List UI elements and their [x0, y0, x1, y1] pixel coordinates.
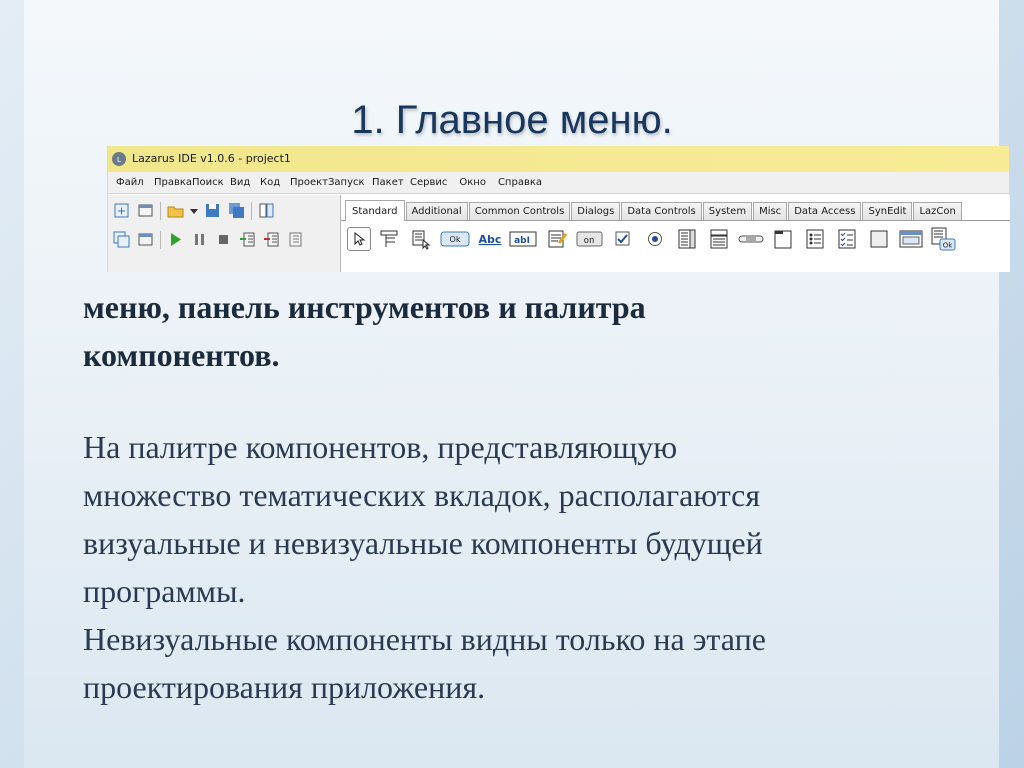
paragraph-line: программы.	[83, 573, 246, 609]
ide-window-title: Lazarus IDE v1.0.6 - project1	[132, 152, 291, 165]
run-to-cursor-icon[interactable]	[286, 230, 305, 249]
tradiobutton-icon[interactable]	[641, 226, 669, 252]
tab-additional[interactable]: Additional	[406, 202, 468, 220]
toolbar-separator	[160, 202, 161, 220]
save-all-icon[interactable]	[227, 201, 246, 220]
tcheckgroup-icon[interactable]	[833, 226, 861, 252]
menu-tools[interactable]: Сервис	[410, 177, 448, 188]
svg-text:L: L	[117, 156, 121, 164]
tab-system[interactable]: System	[703, 202, 752, 220]
menu-package[interactable]: Пакет	[372, 177, 404, 188]
menu-project[interactable]: Проект	[290, 177, 329, 188]
stop-icon[interactable]	[214, 230, 233, 249]
tab-lazcon[interactable]: LazCon	[913, 202, 961, 220]
paragraph-palette-description	[83, 423, 983, 615]
tlistbox-icon[interactable]	[673, 226, 701, 252]
tmainmenu-icon[interactable]	[375, 226, 403, 252]
tedit-icon[interactable]	[509, 226, 539, 252]
tab-data-controls[interactable]: Data Controls	[621, 202, 701, 220]
toolbar-separator	[160, 231, 161, 249]
ttogglebox-label: on	[583, 236, 595, 246]
tedit-label: abI	[514, 236, 530, 246]
tab-misc[interactable]: Misc	[753, 202, 787, 220]
new-form-icon[interactable]	[136, 201, 155, 220]
palette-icon-row	[347, 226, 957, 252]
menu-run[interactable]: Запуск	[328, 177, 365, 188]
lazarus-logo-icon	[111, 151, 127, 167]
tab-common-controls[interactable]: Common Controls	[469, 202, 571, 220]
ide-screenshot	[107, 146, 1009, 272]
paragraph-nonvisual-components	[83, 615, 983, 711]
step-over-icon[interactable]	[262, 230, 281, 249]
pause-icon[interactable]	[190, 230, 209, 249]
menu-window[interactable]: Окно	[459, 177, 486, 188]
tactionlist-label: Ok	[942, 241, 953, 250]
tpopupmenu-icon[interactable]	[407, 226, 435, 252]
ide-menubar	[108, 172, 1009, 194]
tab-synedit[interactable]: SynEdit	[862, 202, 912, 220]
tab-data-access[interactable]: Data Access	[788, 202, 861, 220]
menu-file[interactable]: Файл	[116, 177, 144, 188]
menu-view[interactable]: Вид	[230, 177, 251, 188]
bold-caption-line2: компонентов.	[83, 337, 280, 373]
view-units-icon[interactable]	[112, 230, 131, 249]
menu-edit[interactable]: Правка	[154, 177, 193, 188]
slide-title: 1. Главное меню.	[351, 98, 673, 142]
save-icon[interactable]	[203, 201, 222, 220]
ide-toolbar	[108, 195, 340, 272]
bold-caption-line1: меню, панель инструментов и палитра	[83, 289, 646, 325]
open-dropdown-icon[interactable]	[190, 201, 198, 220]
menu-code[interactable]: Код	[260, 177, 281, 188]
view-forms-icon[interactable]	[136, 230, 155, 249]
tactionlist-icon[interactable]	[929, 226, 957, 252]
tlabel-icon[interactable]	[475, 226, 505, 252]
tframe-icon[interactable]	[897, 226, 925, 252]
ide-titlebar	[108, 146, 1009, 172]
tcombobox-icon[interactable]	[705, 226, 733, 252]
tbutton-icon[interactable]	[439, 226, 471, 252]
menu-search[interactable]: Поиск	[192, 177, 224, 188]
paragraph-line: проектирования приложения.	[83, 669, 486, 705]
run-icon[interactable]	[166, 230, 185, 249]
toggle-form-unit-icon[interactable]	[257, 201, 276, 220]
tcheckbox-icon[interactable]	[609, 226, 637, 252]
paragraph-line: множество тематических вкладок, располагаются	[83, 477, 761, 513]
paragraph-line: На палитре компонентов, представляющую	[83, 429, 678, 465]
palette-tabs	[341, 199, 1010, 221]
ttogglebox-icon[interactable]	[575, 226, 605, 252]
tab-standard[interactable]: Standard	[345, 200, 405, 221]
menu-help[interactable]: Справка	[497, 177, 543, 188]
tgroupbox-icon[interactable]	[769, 226, 797, 252]
new-unit-icon[interactable]	[112, 201, 131, 220]
paragraph-line: визуальные и невизуальные компоненты будущей	[83, 525, 763, 561]
toolbar-separator	[251, 202, 252, 220]
tmemo-icon[interactable]	[543, 226, 571, 252]
tbutton-label: Ok	[449, 235, 461, 244]
step-into-icon[interactable]	[238, 230, 257, 249]
tpanel-icon[interactable]	[865, 226, 893, 252]
bold-caption	[83, 283, 963, 379]
open-icon[interactable]	[166, 201, 185, 220]
tradiogroup-icon[interactable]	[801, 226, 829, 252]
paragraph-line: Невизуальные компоненты видны только на этапе	[83, 621, 766, 657]
pointer-icon[interactable]	[347, 227, 371, 251]
component-palette	[340, 195, 1010, 272]
tscrollbar-icon[interactable]	[737, 226, 765, 252]
tab-dialogs[interactable]: Dialogs	[571, 202, 620, 220]
tlabel-label: Abc	[478, 233, 502, 246]
